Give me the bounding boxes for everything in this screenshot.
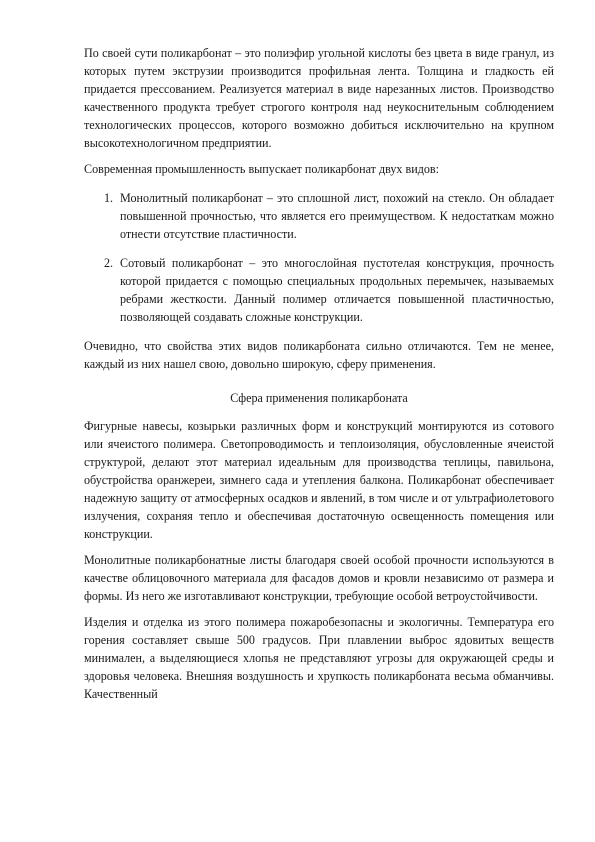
list-item-number: 2. xyxy=(104,256,114,270)
types-list xyxy=(84,189,554,326)
section-heading: Сфера применения поликарбоната xyxy=(230,391,408,405)
list-item-text: Сотовый поликарбонат – это многослойная пустотелая конструкция, прочность которой придается с помощью специальных продольных перемычек, называемых ребрами жесткости. Данный полимер отличается повышенной пластичностью, позволяющей создавать сложные конструкции. xyxy=(120,256,554,324)
list-item-text: Монолитный поликарбонат – это сплошной лист, похожий на стекло. Он обладает повышенной прочностью, что является его преимуществом. К недостаткам можно отнести отсутствие пластичности. xyxy=(120,191,554,241)
document-page xyxy=(84,44,554,711)
body-paragraph: Монолитные поликарбонатные листы благодаря своей особой прочности используются в качестве облицовочного материала для фасадов домов и кровли независимо от размера и формы. Из него же изготавливают конструкции, требующие особой ветроустойчивости. xyxy=(84,553,554,603)
list-item xyxy=(84,254,554,326)
body-paragraph: Изделия и отделка из этого полимера пожаробезопасны и экологичны. Температура его горения составляет свыше 500 градусов. При плавлении выброс ядовитых веществ минимален, а выделяющиеся хлопья не представляют угрозы для окружающей среды и здоровья человека. Внешняя воздушность и хрупкость поликарбоната весьма обманчивы. Качественный xyxy=(84,615,554,701)
list-item-number: 1. xyxy=(104,191,114,205)
types-intro-paragraph: Современная промышленность выпускает поликарбонат двух видов: xyxy=(84,162,439,176)
conclusion-paragraph: Очевидно, что свойства этих видов поликарбоната сильно отличаются. Тем не менее, каждый из них нашел свою, довольно широкую, сферу применения. xyxy=(84,339,554,371)
list-item xyxy=(84,189,554,243)
body-paragraph: Фигурные навесы, козырьки различных форм и конструкций монтируются из сотового или ячеистого полимера. Светопроводимость и теплоизоляция, обусловленные ячеистой структурой, делают этот материал идеальным для производства теплицы, павильона, обустройства оранжереи, зимнего сада и утепления балкона. Поликарбонат обеспечивает надежную защиту от атмосферных осадков и явлений, в том числе и от ультрафиолетового излучения, сохраняя тепло и обеспечивая достаточную освещенность помещения или конструкции. xyxy=(84,419,554,541)
intro-paragraph: По своей сути поликарбонат – это полиэфир угольной кислоты без цвета в виде гранул, из которых путем экструзии производится профильная лента. Толщина и гладкость ей придается прессованием. Реализуется материал в виде нарезанных листов. Производство качественного продукта требует строгого контроля над неукоснительным соблюдением технологических процессов, которого возможно добиться исключительно на крупном высокотехнологичном предприятии. xyxy=(84,46,554,150)
